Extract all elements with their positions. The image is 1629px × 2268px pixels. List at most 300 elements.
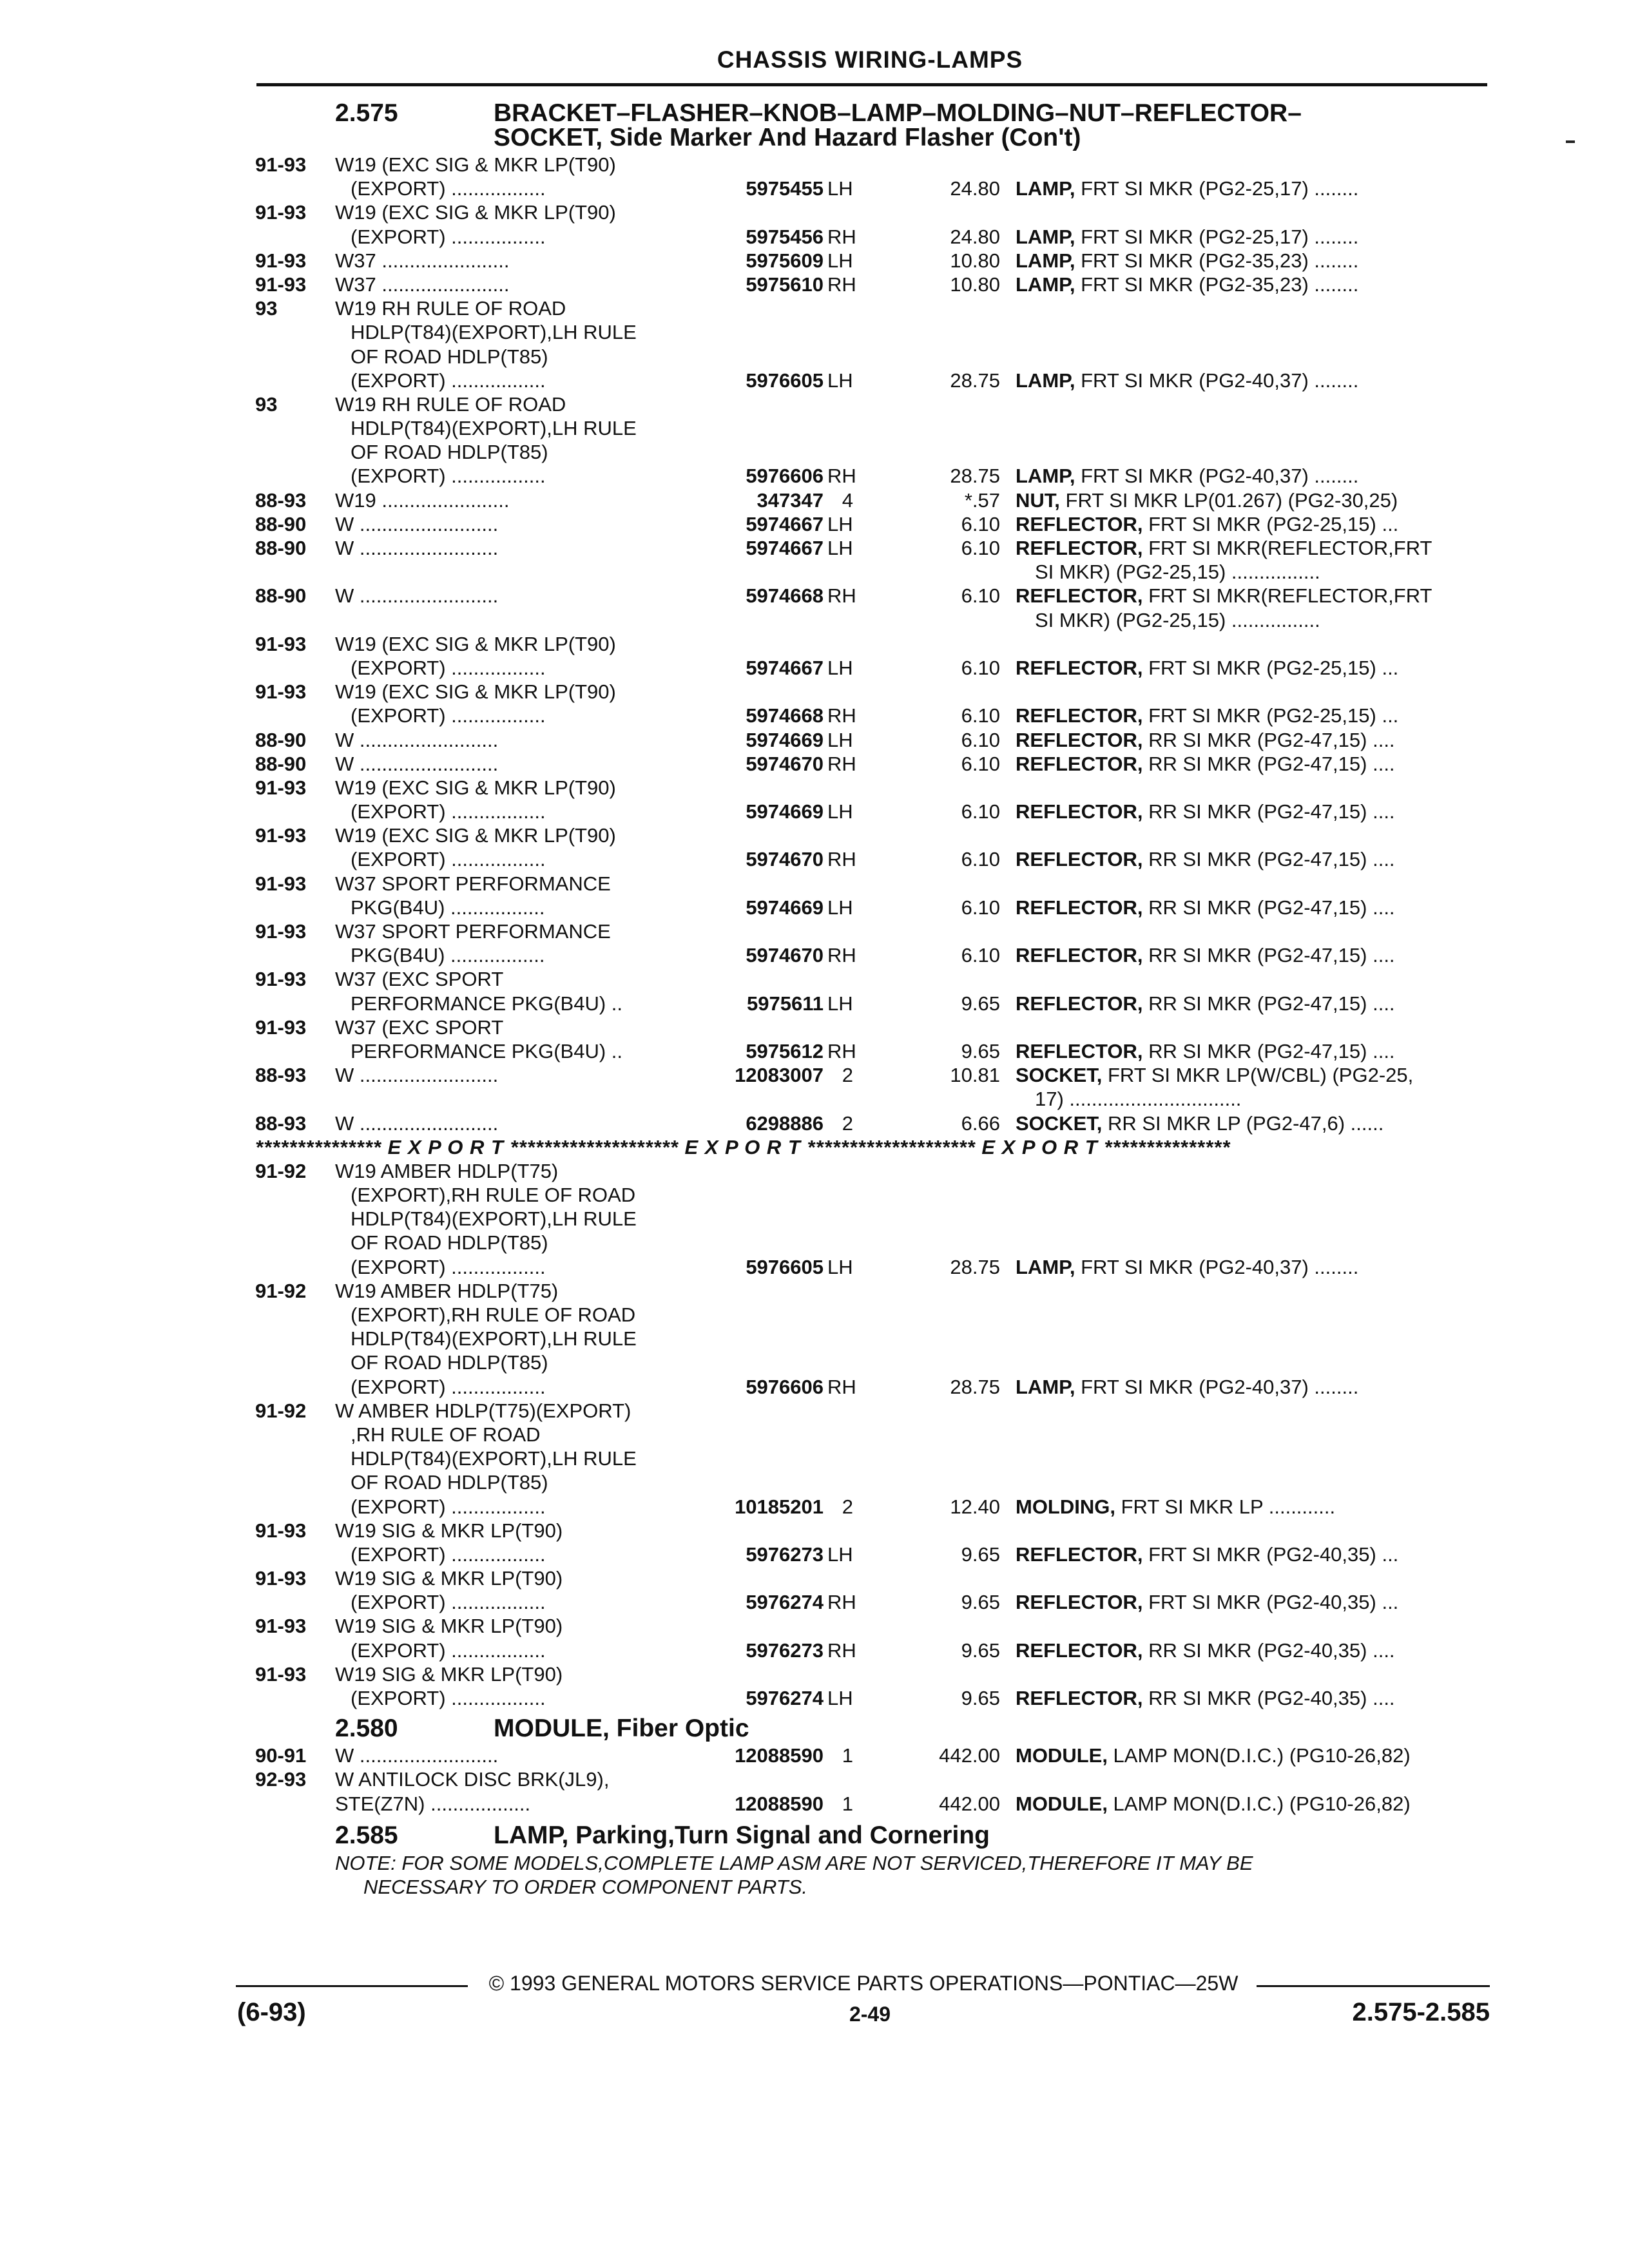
section-header-2580 [255,1715,1492,1744]
part-name [1016,226,1358,249]
usage-description: (EXPORT) ................. [351,704,546,727]
usage-description: OF ROAD HDLP(T85) [351,1231,548,1254]
usage-description: PKG(B4U) ................. [351,896,545,919]
usage-description: W ANTILOCK DISC BRK(JL9), [335,1768,610,1791]
part-noun: LAMP, [1016,177,1075,200]
part-number: 5974670 [746,848,824,871]
part-noun: REFLECTOR, [1016,1639,1143,1662]
price: 9.65 [961,1591,1000,1614]
table-row [255,1231,1492,1255]
price: 28.75 [950,369,1000,392]
usage-description: W19 SIG & MKR LP(T90) [335,1615,563,1638]
quantity-or-side: LH [827,1542,853,1566]
part-number: 5976606 [746,1375,824,1398]
usage-description: W37 SPORT PERFORMANCE [335,872,611,895]
price: *.57 [964,488,1000,512]
part-detail: FRT SI MKR (PG2-35,23) ........ [1075,273,1359,296]
parts-list [255,153,1492,1136]
page-title: CHASSIS WIRING-LAMPS [717,46,1023,73]
part-name [1016,657,1398,680]
table-row [255,896,1492,920]
table-row [255,201,1492,225]
part-noun: REFLECTOR, [1016,1591,1143,1614]
part-detail: LAMP MON(D.I.C.) (PG10-26,82) [1107,1744,1411,1767]
model-years: 88-93 [255,488,307,512]
model-years: 91-93 [255,1519,307,1542]
part-name [1016,1591,1398,1614]
part-name [1016,1639,1395,1662]
usage-description: HDLP(T84)(EXPORT),LH RULE [351,417,637,440]
price: 6.10 [961,848,1000,871]
usage-description: (EXPORT) ................. [351,1687,546,1709]
part-detail: FRT SI MKR (PG2-40,37) ........ [1075,465,1359,488]
usage-description: (EXPORT) ................. [351,800,546,823]
part-noun: REFLECTOR, [1016,1687,1143,1709]
part-noun: REFLECTOR, [1016,1039,1143,1062]
usage-description: OF ROAD HDLP(T85) [351,1471,548,1494]
usage-description: OF ROAD HDLP(T85) [351,345,548,368]
part-number: 5976605 [746,1255,824,1278]
usage-description: OF ROAD HDLP(T85) [351,1351,548,1374]
table-row [255,249,1492,273]
part-number: 5976273 [746,1542,824,1566]
quantity-or-side: RH [827,225,856,248]
part-detail-continued: SI MKR) (PG2-25,15) ................ [1035,608,1320,631]
usage-description: W19 SIG & MKR LP(T90) [335,1662,563,1686]
price: 6.10 [961,704,1000,727]
part-detail: RR SI MKR (PG2-47,15) .... [1142,728,1395,751]
part-noun: REFLECTOR, [1016,848,1143,871]
part-name [1016,273,1358,296]
price: 10.80 [950,249,1000,272]
part-detail: RR SI MKR (PG2-40,35) .... [1142,1687,1395,1709]
usage-description: W ......................... [335,728,499,751]
usage-description: ,RH RULE OF ROAD [351,1423,541,1446]
part-detail: FRT SI MKR(REFLECTOR,FRT [1142,584,1432,608]
part-noun: SOCKET, [1016,1111,1103,1135]
usage-description: PERFORMANCE PKG(B4U) .. [351,992,622,1015]
parts-list-export [255,1160,1492,1711]
usage-description: W37 (EXC SPORT [335,1015,504,1039]
part-detail: FRT SI MKR (PG2-25,17) ........ [1075,225,1359,248]
usage-description: (EXPORT) ................. [351,1639,546,1662]
usage-description: W19 ....................... [335,488,510,512]
part-noun: MODULE, [1016,1792,1108,1815]
part-noun: LAMP, [1016,273,1075,296]
table-row [255,1615,1492,1639]
usage-description: W ......................... [335,1744,499,1767]
table-row [255,393,1492,417]
usage-description: W19 (EXC SIG & MKR LP(T90) [335,824,616,847]
part-name [1016,489,1398,512]
part-detail: FRT SI MKR (PG2-40,37) ........ [1075,369,1359,392]
usage-description: (EXPORT) ................. [351,465,546,488]
part-detail: FRT SI MKR (PG2-40,37) ........ [1075,1375,1359,1398]
part-noun: LAMP, [1016,225,1075,248]
usage-description: W19 SIG & MKR LP(T90) [335,1567,563,1590]
section-number: 2.585 [335,1821,398,1849]
table-row [255,848,1492,872]
part-noun: REFLECTOR, [1016,944,1143,967]
part-name [1016,513,1398,536]
part-name [1016,1040,1395,1063]
model-years: 91-93 [255,872,307,895]
model-years: 91-93 [255,273,307,296]
table-row [255,1543,1492,1567]
price: 9.65 [961,1542,1000,1566]
part-noun: REFLECTOR, [1016,992,1143,1015]
part-detail: RR SI MKR (PG2-47,15) .... [1142,848,1395,871]
table-row [255,1256,1492,1280]
usage-description: (EXPORT),RH RULE OF ROAD [351,1184,636,1207]
model-years: 88-90 [255,752,307,775]
part-name [1016,1495,1335,1519]
quantity-or-side: 2 [842,1064,853,1087]
part-detail: RR SI MKR (PG2-40,35) .... [1142,1639,1395,1662]
copyright-line: © 1993 GENERAL MOTORS SERVICE PARTS OPERATIONS—PONTIAC—25W [488,1972,1239,1995]
table-row [255,417,1492,441]
part-detail: FRT SI MKR (PG2-25,15) ... [1142,512,1399,535]
price: 6.10 [961,537,1000,559]
part-number: 12088590 [735,1792,824,1815]
part-noun: REFLECTOR, [1016,1542,1143,1566]
model-years: 91-93 [255,680,307,704]
part-name [1016,1256,1358,1279]
model-years: 91-93 [255,920,307,943]
table-row [255,584,1492,608]
quantity-or-side: 4 [842,488,853,512]
section-range: 2.575-2.585 [1352,1998,1490,2026]
table-row [255,1016,1492,1040]
table-row [255,992,1492,1016]
part-number: 5975611 [747,992,824,1015]
parts-list-module [255,1744,1492,1816]
usage-description: HDLP(T84)(EXPORT),LH RULE [351,1327,637,1350]
usage-description: W19 AMBER HDLP(T75) [335,1159,559,1182]
usage-description: W19 (EXC SIG & MKR LP(T90) [335,680,616,704]
table-row [255,153,1492,177]
quantity-or-side: LH [827,249,853,272]
part-detail: RR SI MKR (PG2-47,15) .... [1142,896,1395,919]
table-row [255,226,1492,249]
quantity-or-side: LH [827,656,853,679]
quantity-or-side: LH [827,896,853,919]
quantity-or-side: RH [827,944,856,967]
table-row [255,1792,1492,1816]
table-row [255,729,1492,753]
table-row [255,1495,1492,1519]
usage-description: W37 (EXC SPORT [335,968,504,991]
part-name [1016,249,1358,273]
quantity-or-side: LH [827,728,853,751]
part-number: 347347 [757,488,824,512]
table-row [255,1088,1492,1111]
usage-description: (EXPORT) ................. [351,1591,546,1614]
part-name [1016,1543,1398,1566]
table-row [255,968,1492,992]
part-detail: RR SI MKR LP (PG2-47,6) ...... [1102,1111,1384,1135]
price: 6.10 [961,752,1000,775]
part-noun: MODULE, [1016,1744,1108,1767]
usage-description: PERFORMANCE PKG(B4U) .. [351,1039,622,1062]
table-row [255,1744,1492,1768]
model-years: 91-93 [255,1662,307,1686]
price: 28.75 [950,1375,1000,1398]
export-banner: *************** E X P O R T ******************** E X P O R T ******************** E X P O R T *************** [255,1135,1231,1158]
part-number: 5974667 [746,537,824,559]
model-years: 91-93 [255,153,307,176]
quantity-or-side: RH [827,1375,856,1398]
part-noun: REFLECTOR, [1016,584,1143,608]
table-row [255,177,1492,201]
part-detail-continued: SI MKR) (PG2-25,15) ................ [1035,561,1320,584]
part-number: 12088590 [735,1744,824,1767]
part-number: 5974670 [746,752,824,775]
usage-description: (EXPORT) ................. [351,177,546,200]
quantity-or-side: LH [827,800,853,823]
part-name [1016,1376,1358,1399]
part-name [1016,1744,1411,1767]
table-row [255,704,1492,728]
part-number: 5976606 [746,465,824,488]
part-name [1016,848,1395,871]
table-row [255,441,1492,465]
margin-mark [1566,140,1575,143]
part-noun: LAMP, [1016,1375,1075,1398]
part-name [1016,704,1398,727]
table-row [255,1423,1492,1447]
usage-description: STE(Z7N) .................. [335,1792,531,1815]
model-years: 88-90 [255,584,307,608]
usage-description: W ......................... [335,512,499,535]
price: 6.10 [961,728,1000,751]
part-number: 5975456 [746,225,824,248]
table-row [255,345,1492,369]
part-detail: FRT SI MKR (PG2-40,35) ... [1142,1542,1399,1566]
model-years: 88-90 [255,512,307,535]
part-name [1016,729,1395,752]
usage-description: HDLP(T84)(EXPORT),LH RULE [351,1207,637,1231]
model-years: 91-93 [255,968,307,991]
model-years: 91-93 [255,201,307,224]
part-detail: RR SI MKR (PG2-47,15) .... [1142,1039,1395,1062]
price: 6.10 [961,944,1000,967]
quantity-or-side: RH [827,465,856,488]
part-detail: FRT SI MKR(REFLECTOR,FRT [1142,537,1432,559]
part-detail: RR SI MKR (PG2-47,15) .... [1142,992,1395,1015]
price: 28.75 [950,1255,1000,1278]
model-years: 92-93 [255,1768,307,1791]
part-number: 5976274 [746,1591,824,1614]
table-row [255,1663,1492,1687]
table-row [255,1768,1492,1792]
table-row [255,824,1492,848]
quantity-or-side: 2 [842,1495,853,1518]
table-row [255,1303,1492,1327]
usage-description: W19 AMBER HDLP(T75) [335,1279,559,1302]
part-number: 5976273 [746,1639,824,1662]
usage-description: W ......................... [335,1064,499,1087]
part-noun: REFLECTOR, [1016,728,1143,751]
usage-description: W37 ....................... [335,249,510,272]
usage-description: W19 SIG & MKR LP(T90) [335,1519,563,1542]
price: 6.66 [961,1111,1000,1135]
part-detail-continued: 17) ............................... [1035,1088,1242,1111]
table-row [255,776,1492,800]
usage-description: (EXPORT) ................. [351,1495,546,1518]
table-row [255,297,1492,321]
part-detail: RR SI MKR (PG2-47,15) .... [1142,752,1395,775]
part-noun: SOCKET, [1016,1064,1103,1087]
quantity-or-side: RH [827,273,856,296]
price: 442.00 [939,1744,1000,1767]
usage-description: W37 ....................... [335,273,510,296]
model-years: 91-92 [255,1159,307,1182]
table-row [255,1184,1492,1207]
part-detail: RR SI MKR (PG2-47,15) .... [1142,944,1395,967]
part-number: 12083007 [735,1064,824,1087]
table-row [255,944,1492,968]
part-detail: FRT SI MKR LP ............ [1115,1495,1336,1518]
part-detail: FRT SI MKR LP(W/CBL) (PG2-25, [1102,1064,1414,1087]
usage-description: OF ROAD HDLP(T85) [351,441,548,464]
usage-description: (EXPORT) ................. [351,225,546,248]
table-row [255,1376,1492,1399]
model-years: 91-93 [255,249,307,272]
part-detail: FRT SI MKR (PG2-25,15) ... [1142,704,1399,727]
quantity-or-side: RH [827,584,856,608]
quantity-or-side: 1 [842,1792,853,1815]
usage-description: W19 RH RULE OF ROAD [335,297,566,320]
quantity-or-side: RH [827,848,856,871]
table-row [255,633,1492,657]
part-detail: FRT SI MKR (PG2-35,23) ........ [1075,249,1359,272]
usage-description: W ......................... [335,752,499,775]
model-years: 88-90 [255,537,307,559]
part-name [1016,992,1395,1015]
part-noun: NUT, [1016,488,1060,512]
price: 24.80 [950,225,1000,248]
part-noun: LAMP, [1016,249,1075,272]
usage-description: W37 SPORT PERFORMANCE [335,920,611,943]
part-noun: REFLECTOR, [1016,752,1143,775]
table-row [255,1351,1492,1375]
section-title: MODULE, Fiber Optic [494,1715,749,1743]
part-number: 5974668 [746,584,824,608]
table-row [255,609,1492,633]
model-years: 91-93 [255,824,307,847]
table-row [255,680,1492,704]
usage-description: HDLP(T84)(EXPORT),LH RULE [351,1447,637,1470]
part-name [1016,800,1395,823]
section-title-continued: SOCKET, Side Marker And Hazard Flasher (Con't) [494,124,1081,151]
part-detail: FRT SI MKR LP(01.267) (PG2-30,25) [1059,488,1398,512]
model-years: 91-92 [255,1399,307,1422]
quantity-or-side: RH [827,752,856,775]
model-years: 91-93 [255,776,307,799]
part-detail: RR SI MKR (PG2-47,15) .... [1142,800,1395,823]
model-years: 91-93 [255,1015,307,1039]
price: 10.80 [950,273,1000,296]
revision-date: (6-93) [237,1998,306,2026]
part-name [1016,1112,1383,1135]
part-noun: MOLDING, [1016,1495,1115,1518]
section-number: 2.580 [335,1715,398,1743]
part-detail: FRT SI MKR (PG2-40,37) ........ [1075,1255,1359,1278]
model-years: 93 [255,392,278,416]
usage-description: W ......................... [335,1111,499,1135]
part-noun: LAMP, [1016,465,1075,488]
quantity-or-side: RH [827,1639,856,1662]
table-row [255,1160,1492,1184]
table-row [255,1327,1492,1351]
part-number: 5975609 [746,249,824,272]
model-years: 91-93 [255,1567,307,1590]
part-name [1016,369,1358,392]
part-name [1016,1064,1413,1087]
quantity-or-side: LH [827,1687,853,1709]
table-row [255,753,1492,776]
table-row [255,1112,1492,1136]
part-number: 5974667 [746,512,824,535]
table-row [255,1591,1492,1615]
part-noun: REFLECTOR, [1016,896,1143,919]
price: 6.10 [961,656,1000,679]
table-row [255,369,1492,393]
part-noun: REFLECTOR, [1016,800,1143,823]
price: 6.10 [961,800,1000,823]
table-row [255,1567,1492,1591]
price: 28.75 [950,465,1000,488]
price: 10.81 [950,1064,1000,1087]
section-title: BRACKET–FLASHER–KNOB–LAMP–MOLDING–NUT–REFLECTOR– [494,99,1302,127]
footer-rule-left [236,1985,468,1987]
note-line: NOTE: FOR SOME MODELS,COMPLETE LAMP ASM ARE NOT SERVICED,THEREFORE IT MAY BE [335,1851,1253,1874]
quantity-or-side: 2 [842,1111,853,1135]
service-note [255,1851,1492,1899]
section-number: 2.575 [335,99,398,127]
section-title: LAMP, Parking,Turn Signal and Cornering [494,1821,990,1849]
part-name [1016,896,1395,919]
part-name [1016,177,1358,200]
quantity-or-side: LH [827,177,853,200]
table-row [255,1471,1492,1495]
price: 6.10 [961,896,1000,919]
price: 442.00 [939,1792,1000,1815]
part-noun: REFLECTOR, [1016,656,1143,679]
part-number: 5976605 [746,369,824,392]
table-row [255,1687,1492,1711]
usage-description: W19 (EXC SIG & MKR LP(T90) [335,632,616,655]
usage-description: W19 (EXC SIG & MKR LP(T90) [335,776,616,799]
quantity-or-side: LH [827,1255,853,1278]
quantity-or-side: LH [827,992,853,1015]
table-row [255,1639,1492,1663]
table-row [255,273,1492,297]
quantity-or-side: RH [827,1039,856,1062]
part-noun: LAMP, [1016,369,1075,392]
usage-description: (EXPORT) ................. [351,1255,546,1278]
model-years: 88-93 [255,1064,307,1087]
usage-description: W AMBER HDLP(T75)(EXPORT) [335,1399,631,1422]
quantity-or-side: RH [827,704,856,727]
usage-description: (EXPORT) ................. [351,1375,546,1398]
part-name [1016,1687,1395,1710]
page-number: 2-49 [849,2003,891,2026]
table-row [255,1040,1492,1064]
part-name [1016,944,1395,967]
price: 6.10 [961,584,1000,608]
